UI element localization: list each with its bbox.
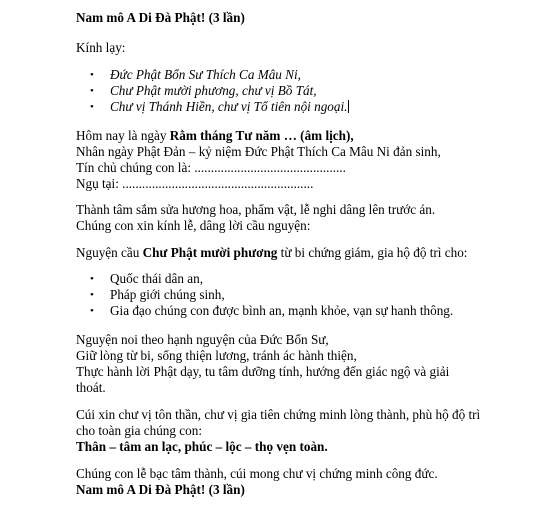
offering-line: Thành tâm sắm sửa hương hoa, phẩm vật, lễ nghi dâng lên trước án. xyxy=(76,202,436,217)
invocation-text: Chư vị Thánh Hiền, chư vị Tổ tiên nội ngoại. xyxy=(110,99,348,114)
plea-line: cho toàn gia chúng con: xyxy=(76,423,202,438)
vow-line: Giữ lòng từ bi, sống thiện lương, tránh ác hành thiện, xyxy=(76,348,357,363)
residence-line: Ngụ tại: .......................................................... xyxy=(76,176,314,191)
vow-line: Thực hành lời Phật dạy, tu tâm dưỡng tính, hướng đến giác ngộ và giải xyxy=(76,364,450,379)
wish-item xyxy=(90,303,453,319)
bullet-icon: • xyxy=(90,273,94,285)
occasion-line: Nhân ngày Phật Đản – kỷ niệm Đức Phật Thích Ca Mâu Ni đản sinh, xyxy=(76,144,441,159)
document-title: Nam mô A Di Đà Phật! (3 lần) xyxy=(76,10,245,25)
prayer-prefix: Nguyện cầu xyxy=(76,245,143,260)
invocation-text: Chư Phật mười phương, chư vị Bồ Tát, xyxy=(110,83,317,98)
bullet-icon: • xyxy=(90,69,94,81)
bullet-icon: • xyxy=(90,305,94,317)
invocation-item xyxy=(90,99,349,115)
devotee-line: Tín chủ chúng con là: .............................................. xyxy=(76,160,346,175)
date-prefix: Hôm nay là ngày xyxy=(76,128,170,143)
bullet-icon: • xyxy=(90,85,94,97)
blessing-line: Thân – tâm an lạc, phúc – lộc – thọ vẹn toàn. xyxy=(76,439,328,454)
document-page[interactable] xyxy=(76,0,546,510)
date-line xyxy=(76,128,354,144)
wish-item xyxy=(90,287,225,303)
prayer-subject: Chư Phật mười phương xyxy=(142,245,278,260)
invocation-item xyxy=(90,67,301,83)
wish-item xyxy=(90,271,203,287)
prayer-suffix: từ bi chứng giám, gia hộ độ trì cho: xyxy=(277,245,468,260)
wish-text: Quốc thái dân an, xyxy=(110,271,204,286)
wish-text: Pháp giới chúng sinh, xyxy=(110,287,225,302)
vow-line: thoát. xyxy=(76,380,106,395)
invocation-item xyxy=(90,83,317,99)
closing-line: Chúng con lễ bạc tâm thành, cúi mong chư vị chứng minh công đức. xyxy=(76,466,438,481)
salutation: Kính lạy: xyxy=(76,40,126,55)
invocation-text: Đức Phật Bổn Sư Thích Ca Mâu Ni, xyxy=(110,67,301,82)
prayer-line xyxy=(76,245,467,261)
text-cursor xyxy=(348,100,349,113)
bullet-icon: • xyxy=(90,101,94,113)
wish-text: Gia đạo chúng con được bình an, mạnh khỏe, vạn sự hanh thông. xyxy=(110,303,454,318)
date-value: Rằm tháng Tư năm … (âm lịch), xyxy=(169,128,354,143)
plea-line: Cúi xin chư vị tôn thần, chư vị gia tiên chứng minh lòng thành, phù hộ độ trì xyxy=(76,407,481,422)
bullet-icon: • xyxy=(90,289,94,301)
closing-title: Nam mô A Di Đà Phật! (3 lần) xyxy=(76,482,245,497)
offering-line: Chúng con xin kính lễ, dâng lời cầu nguyện: xyxy=(76,218,311,233)
vow-line: Nguyện noi theo hạnh nguyện của Đức Bổn Sư, xyxy=(76,332,329,347)
